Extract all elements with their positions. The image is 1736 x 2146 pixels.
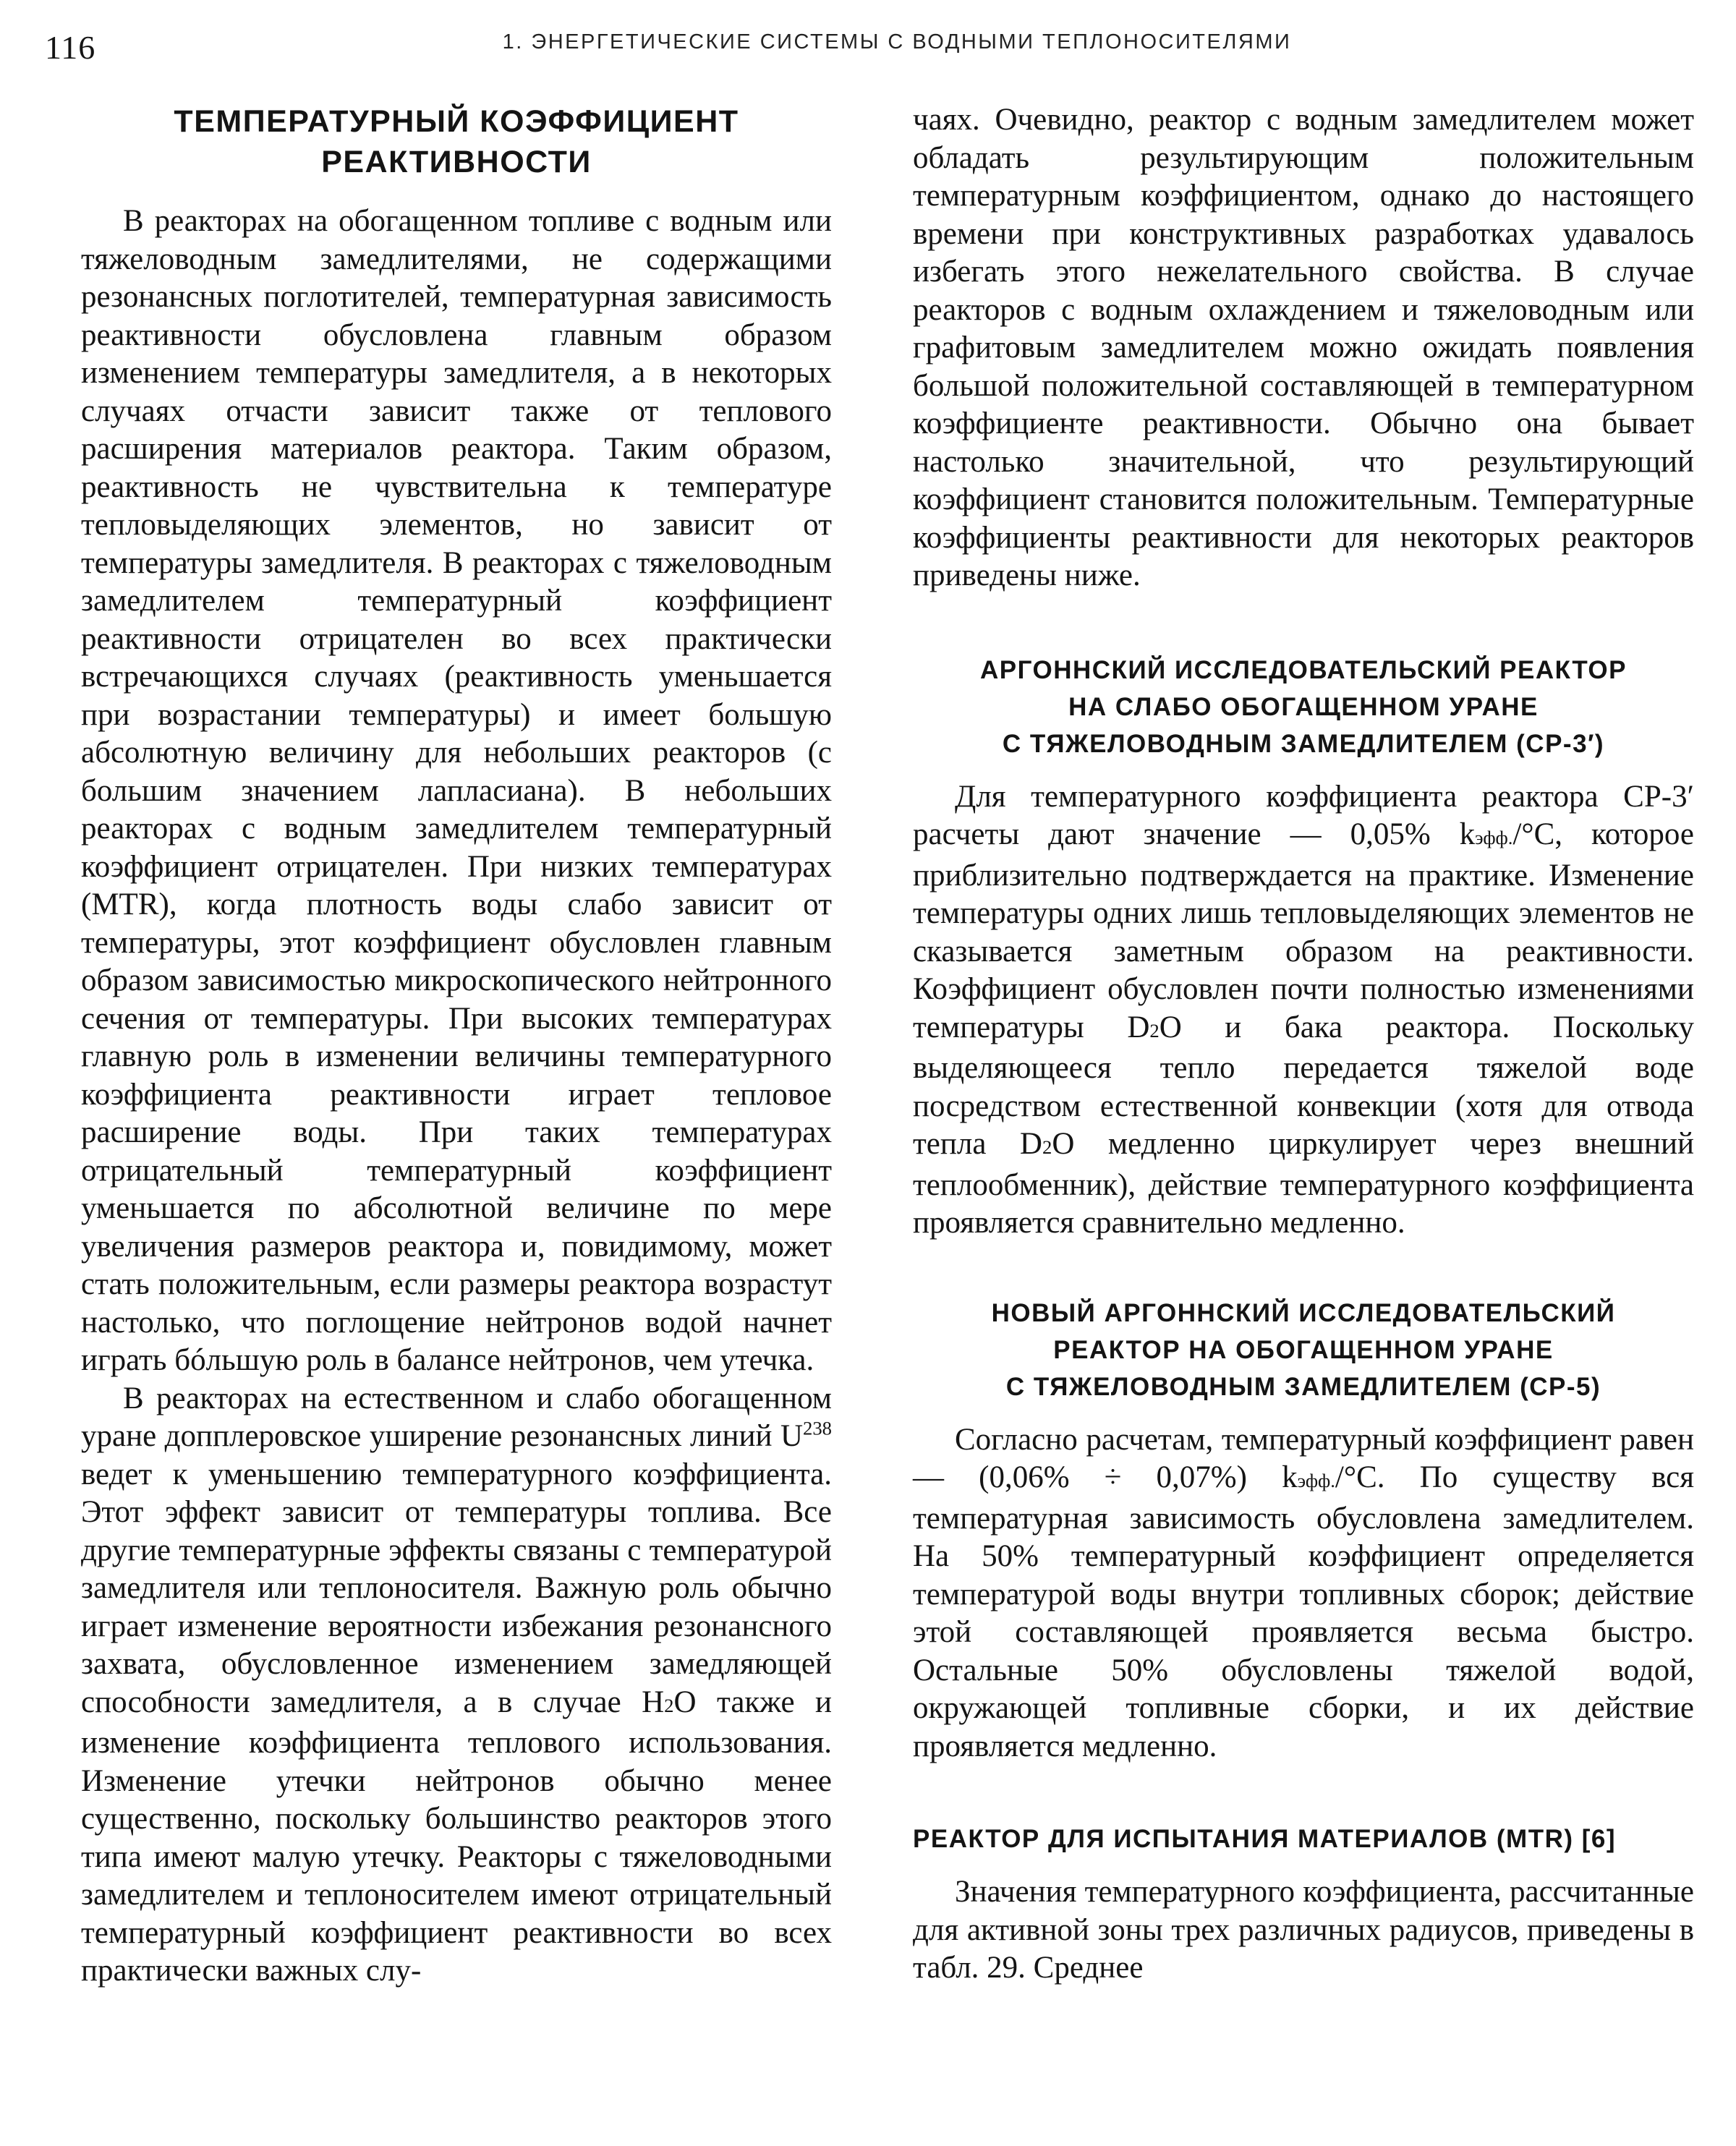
heading-line: НОВЫЙ АРГОННСКИЙ ИССЛЕДОВАТЕЛЬСКИЙ (991, 1298, 1616, 1327)
text-run: В реакторах на естественном и слабо обогащенном уране допплеровское уширение резонансных линий U (81, 1381, 832, 1453)
heading-line: С ТЯЖЕЛОВОДНЫМ ЗАМЕДЛИТЕЛЕМ (СР-5) (1005, 1372, 1601, 1401)
right-column (913, 101, 1694, 1988)
isotope-superscript: 238 (803, 1417, 832, 1439)
subsection-heading-mtr: РЕАКТОР ДЛЯ ИСПЫТАНИЯ МАТЕРИАЛОВ (MTR) [6] (913, 1825, 1617, 1853)
heading-line: С ТЯЖЕЛОВОДНЫМ ЗАМЕДЛИТЕЛЕМ (СР-3′) (1002, 729, 1605, 758)
paragraph: Значения температурного коэффициента, рассчитанные для активной зоны трех различных радиусов, приведены в табл. 29. Среднее (913, 1875, 1694, 1985)
running-title: 1. ЭНЕРГЕТИЧЕСКИЕ СИСТЕМЫ С ВОДНЫМИ ТЕПЛОНОСИТЕЛЯМИ (502, 30, 1292, 54)
paragraph: В реакторах на обогащенном топливе с водным или тяжеловодным замедлителями, не содержащими резонансных поглотителей, температурная зависимость реактивности обусловлена главным образом изменением температуры замедлителя, а в некоторых случаях отчасти зависит также от теплового расширения материалов реактора. Таким образом, реактивность не чувствительна к температуре тепловыделяющих элементов, но зависит от температуры замедлителя. В реакторах с тяжеловодным замедлителем температурный коэффициент реактивности отрицателен во всех практически встречающихся случаях (реактивность уменьшается при возрастании температуры) и имеет большую абсолютную величину для небольших реакторов (с большим значением лапласиана). В небольших реакторах с водным замедлителем температурный коэффициент отрицателен. При низких температурах (MTR), когда плотность воды слабо зависит от температуры, этот коэффициент обусловлен главным образом зависимостью микроскопического нейтронного сечения от температуры. При высоких температурах главную роль в изменении величины температурного коэффициента реактивности играет тепловое расширение воды. При таких температурах отрицательный температурный коэффициент уменьшается по абсолютной величине по мере увеличения размеров реактора и, повидимому, может стать положительным, если размеры реактора возрастут настолько, что поглощение нейтронов водой начнет играть бóльшую роль в балансе нейтронов, чем утечка. (81, 204, 832, 1377)
subsection-heading-cp5 (913, 1295, 1694, 1405)
subsection-heading-cp3 (913, 652, 1694, 762)
paragraph: чаях. Очевидно, реактор с водным замедлителем может обладать результирующим положительным температурным коэффициентом, однако до настоящего времени при конструктивных разработках удавалось избегать этого нежелательного свойства. В случае реакторов с водным охлаждением и тяжеловодным или графитовым замедлителем можно ожидать появления большой положительной составляющей в температурном коэффициенте реактивности. Обычно она бывает настолько значительной, что результирующий коэффициент становится положительным. Температурные коэффициенты реактивности для некоторых реакторов приведены ниже. (913, 103, 1694, 592)
paragraph (81, 1380, 832, 1990)
formula-subscript: эфф. (1297, 1470, 1335, 1491)
heading-line: АРГОННСКИЙ ИССЛЕДОВАТЕЛЬСКИЙ РЕАКТОР (980, 655, 1627, 684)
text-run: Для температурного коэффициента реактора СР-3′ расчеты дают значение — 0,05% k (913, 779, 1694, 851)
section-title (81, 101, 832, 182)
page-number: 116 (45, 29, 96, 66)
text-run: O также и изменение коэффициента теплового использования. Изменение утечки нейтронов обычно менее существенно, поскольку большинство реакторов этого типа имеют малую утечку. Реакторы с тяжеловодными замедлителем и теплоносителем имеют отрицательный температурный коэффициент реактивности во всех практически важных слу- (81, 1685, 832, 1988)
formula-subscript: 2 (1149, 1019, 1160, 1042)
paragraph (913, 778, 1694, 1243)
heading-line: РЕАКТОР НА ОБОГАЩЕННОМ УРАНЕ (1053, 1335, 1554, 1364)
left-column (81, 101, 832, 1990)
formula-subscript: 2 (664, 1694, 674, 1716)
text-run: /°С. По существу вся температурная зависимость обусловлена замедлителем. На 50% температурный коэффициент определяется температурой воды внутри топливных сборок; действие этой составляющей проявляется весьма быстро. Остальные 50% обусловлены тяжелой водой, окружающей топливные сборки, и их действие проявляется медленно. (913, 1460, 1694, 1763)
paragraph (913, 1421, 1694, 1766)
formula-subscript: эфф. (1475, 827, 1513, 848)
text-run: Согласно расчетам, температурный коэффициент равен — (0,06% ÷ 0,07%) k (913, 1422, 1694, 1494)
text-run: O и бака реактора. Поскольку выделяющееся тепло передается тяжелой воде посредством естественной конвекции (хотя для отвода тепла D (913, 1010, 1695, 1161)
formula-subscript: 2 (1042, 1136, 1052, 1158)
text-run: /°С, которое приблизительно подтверждается на практике. Изменение температуры одних лишь тепловыделяющих элементов не сказывается заметным образом на реактивности. Коэффициент обусловлен почти полностью изменениями температуры D (913, 817, 1694, 1044)
text-run: ведет к уменьшению температурного коэффициента. Этот эффект зависит от температуры топлива. Все другие температурные эффекты связаны с температурой замедлителя или теплоносителя. Важную роль обычно играет изменение вероятности избежания резонансного захвата, обусловленное изменением замедляющей способности замедлителя, а в случае H (81, 1457, 832, 1719)
section-title-line: ТЕМПЕРАТУРНЫЙ КОЭФФИЦИЕНТ (174, 104, 739, 139)
heading-line: НА СЛАБО ОБОГАЩЕННОМ УРАНЕ (1068, 692, 1539, 721)
section-title-line: РЕАКТИВНОСТИ (321, 145, 592, 179)
text-run: O медленно циркулирует через внешний теплообменник), действие температурного коэффициента проявляется сравнительно медленно. (913, 1127, 1694, 1240)
